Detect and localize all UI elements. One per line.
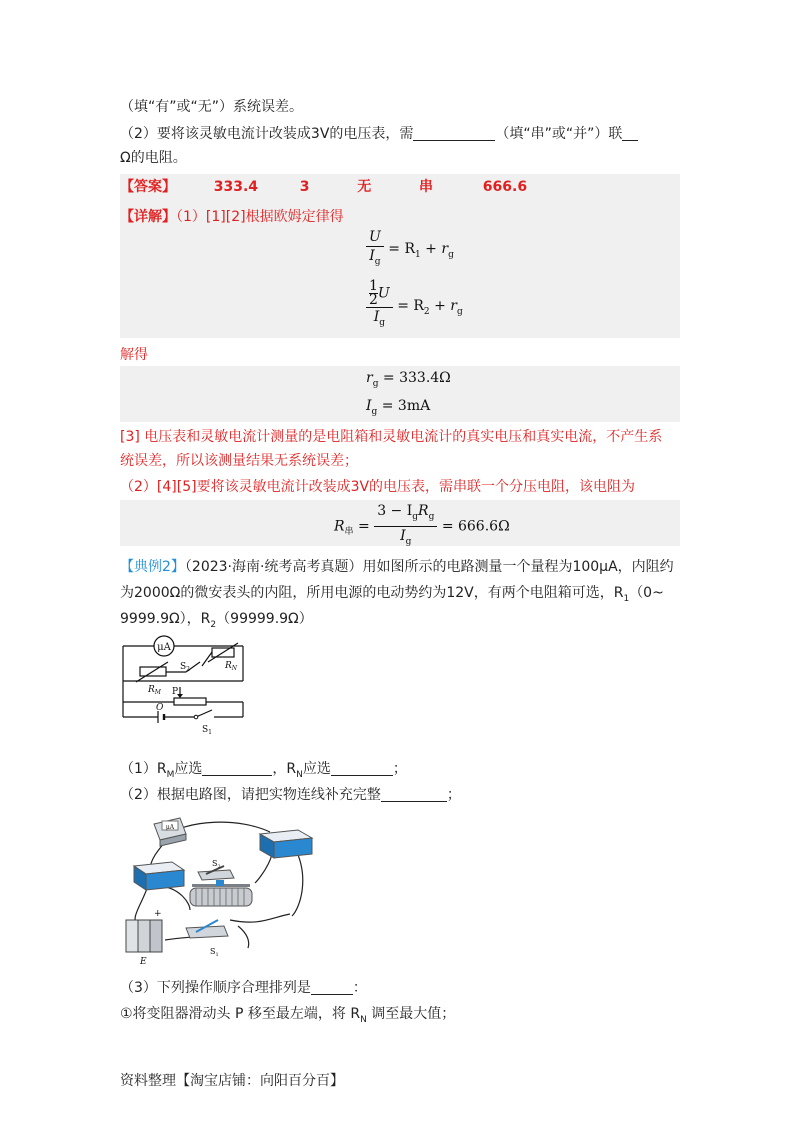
resistance-box-left xyxy=(134,862,184,890)
question-text: ： xyxy=(352,980,367,996)
result-ig: $I_g = 3mA$ xyxy=(366,398,431,417)
footer xyxy=(120,1070,344,1092)
circuit-diagram xyxy=(118,632,258,738)
question-text: （填“串”或“并”）联 xyxy=(495,126,623,142)
example2-line1 xyxy=(120,556,674,578)
question-text: （填“有”或“无”）系统误差。 xyxy=(120,99,304,115)
solve-text: 解得 xyxy=(120,347,148,363)
example-text: 9999.9Ω），R xyxy=(120,611,211,627)
note-45 xyxy=(120,476,635,498)
question-part2-cont xyxy=(120,147,187,169)
equation-1: $\frac{U}{I_g}$ = $R_1 + r_g$ xyxy=(366,228,454,271)
question-text: ，R xyxy=(272,761,297,777)
question-part2 xyxy=(120,123,638,145)
question-text: ； xyxy=(392,761,407,777)
detail-intro xyxy=(120,206,344,228)
question-text: ； xyxy=(446,787,461,803)
result-rg: $r_g = 333.4\Omega$ xyxy=(366,370,451,389)
label-p: P xyxy=(172,687,179,697)
svg-text:S1: $S_1$ xyxy=(210,947,219,958)
answer-blank[interactable] xyxy=(622,124,638,141)
answer-value: 666.6 xyxy=(482,179,528,195)
question-1: $(1)R_M$应选 ，$R_N$应选 ； xyxy=(120,761,407,780)
question-3 xyxy=(120,977,367,999)
answer-blank[interactable] xyxy=(202,759,272,776)
equation-3: $R_串$ = $\frac{3 - I_gR_g}{I_g}$ = 666.6Ω xyxy=(334,503,510,547)
switch-s2-device xyxy=(198,859,234,880)
note-3-line1 xyxy=(120,426,662,448)
step-text: ①将变阻器滑动头 P 移至最左端，将 R xyxy=(120,1006,361,1022)
answer-blank[interactable] xyxy=(413,124,495,141)
label-rn: $R_N$ xyxy=(225,661,238,672)
footer-text: 资料整理【淘宝店铺：向阳百分百】 xyxy=(120,1073,344,1089)
switch-s1-device xyxy=(186,920,228,958)
answer-blank[interactable] xyxy=(381,785,447,802)
equation-2: $\frac{1}{2}$ U $I_g$ = $R_2 + r_g$ xyxy=(366,280,463,332)
battery-device xyxy=(126,909,162,967)
answer-blank[interactable] xyxy=(311,978,353,995)
answer-row xyxy=(120,176,527,198)
step-1: ①将变阻器滑动头 P 移至最左端，将 $R_N$ 调至最大值； xyxy=(120,1006,456,1025)
note-text: [3] 电压表和灵敏电流计测量的是电阻箱和灵敏电流计的真实电压和真实电流，不产生系 xyxy=(120,429,663,445)
label-rm: $R_M$ xyxy=(148,685,161,696)
detail-label: 【详解】 xyxy=(120,209,176,225)
example-text: （99999.9Ω） xyxy=(216,611,313,627)
note-text: （2）[4][5]要将该灵敏电流计改装成3V的电压表，需串联一个分压电阻，该电阻为 xyxy=(120,479,636,495)
note-3-line2 xyxy=(120,450,358,472)
question-text: （1）R xyxy=(120,761,167,777)
question-text: 应选 xyxy=(174,761,203,777)
label-s2: $S_2$ xyxy=(180,662,190,673)
switch-pivot xyxy=(194,715,198,719)
question-text: 应选 xyxy=(302,761,331,777)
answer-value: 333.4 xyxy=(213,179,259,195)
solve-label xyxy=(120,344,148,366)
answer-blank[interactable] xyxy=(331,759,393,776)
example-tag: 【典例2】 xyxy=(120,559,185,575)
example-text: 为2000Ω的微安表头的内阻，所用电源的电动势约为12V，有两个电阻箱可选，R xyxy=(120,585,624,601)
meter-label: μA xyxy=(157,642,171,653)
svg-text:μA: μA xyxy=(165,824,175,831)
question-part1-tail xyxy=(120,96,303,118)
svg-text:S2: $S_2$ xyxy=(212,859,221,870)
step-text: 调至最大值； xyxy=(366,1006,456,1022)
svg-text:E: E xyxy=(140,957,147,967)
microammeter-device xyxy=(154,818,186,846)
question-text: （2）要将该灵敏电流计改装成3V的电压表，需 xyxy=(120,126,414,142)
example2-line3: 9999.9Ω），$R_2(99999.9\Omega)$ xyxy=(120,611,313,630)
question-text: Ω的电阻。 xyxy=(120,150,187,166)
rheostat-device xyxy=(190,880,252,906)
example-text: （0~ xyxy=(629,585,664,601)
resistance-box-right xyxy=(260,830,312,858)
rheostat xyxy=(174,698,206,705)
label-s1: $S_1$ xyxy=(202,725,212,736)
answer-value: 3 xyxy=(299,179,310,195)
answer-label: 【答案】 xyxy=(120,179,176,195)
example-text: （2023·海南·统考高考真题）用如图所示的电路测量一个量程为100μA，内阻约 xyxy=(184,559,674,575)
example2-line2: 为2000Ω的微安表头的内阻，所用电源的电动势约为12V，有两个电阻箱可选，$R_1(0\sim$ xyxy=(120,585,664,604)
svg-text:+: + xyxy=(154,909,162,919)
question-text: （2）根据电路图，请把实物连线补充完整 xyxy=(120,787,381,803)
question-2 xyxy=(120,784,461,806)
answer-value: 无 xyxy=(357,179,372,195)
question-text: （3）下列操作顺序合理排列是 xyxy=(120,980,311,996)
label-o: O xyxy=(156,703,164,713)
answer-value: 串 xyxy=(419,179,434,195)
apparatus-illustration xyxy=(120,808,330,968)
note-text: 统误差，所以该测量结果无系统误差； xyxy=(120,453,358,469)
detail-text: （1）[1][2]根据欧姆定律得 xyxy=(176,209,344,225)
